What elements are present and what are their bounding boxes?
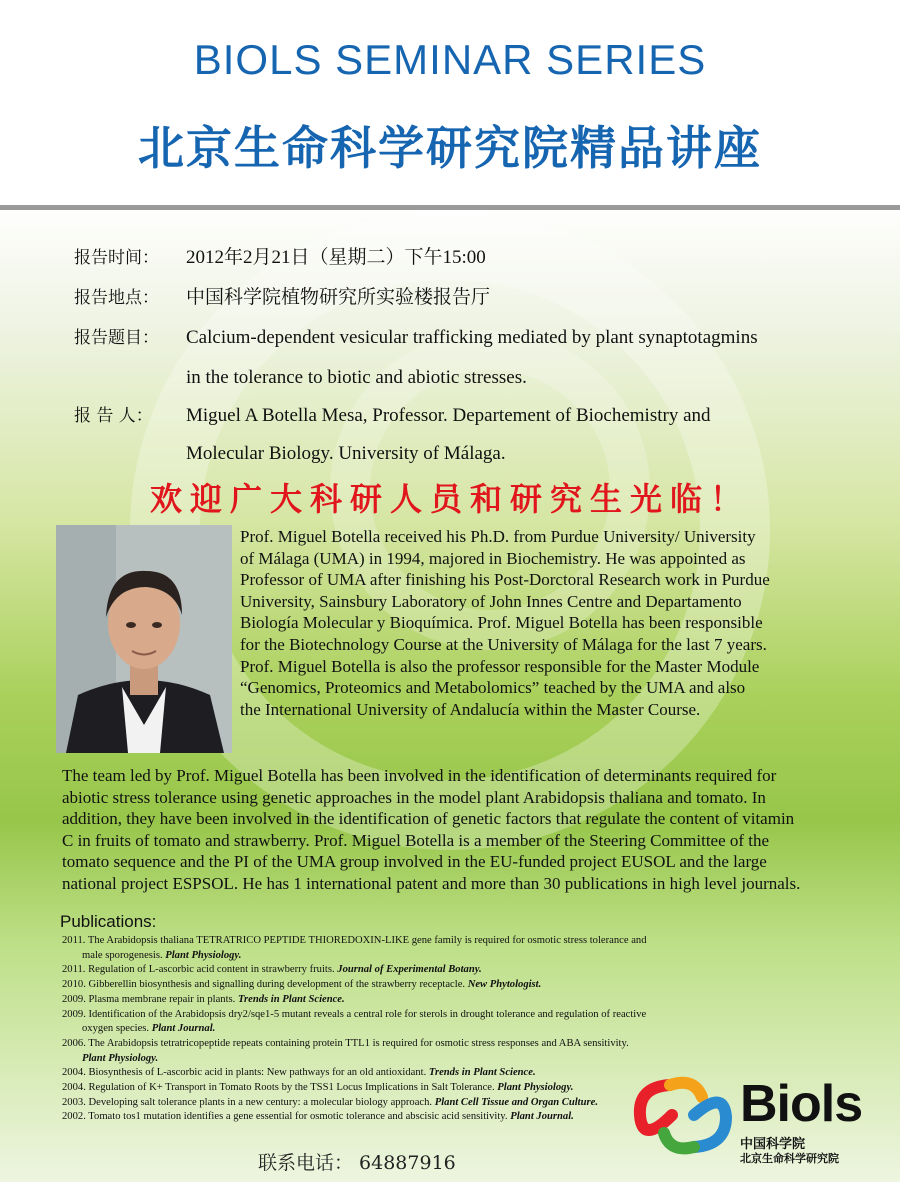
header-divider [0, 205, 900, 210]
bio-line: Biología Molecular y Bioquímica. Prof. Miguel Botella has been responsible [240, 613, 763, 633]
title-english: BIOLS SEMINAR SERIES [193, 36, 707, 83]
publication-item: 2002. Tomato tos1 mutation identifies a gene essential for osmotic tolerance and abscisic acid sensitivity. Plant Journal. [62, 1111, 574, 1123]
bio-line: for the Biotechnology Course at the University of Málaga for the last 7 years. [240, 634, 767, 654]
bio-line: “Genomics, Proteomics and Metabolomics” teached by the UMA and also [240, 678, 746, 698]
info-time-label: 报告时间： [74, 248, 159, 268]
contact-phone: 联系电话： 64887916 [258, 1152, 456, 1174]
title-chinese: 北京生命科学研究院精品讲座 [138, 121, 762, 175]
bio-line: Professor of UMA after finishing his Post-Dorctoral Research work in Purdue [240, 570, 770, 590]
publication-item: Plant Physiology. [82, 1052, 159, 1064]
bio-full-width [62, 765, 892, 895]
info-time-value: 2012年2月21日（星期二）下午15:00 [186, 247, 486, 268]
speaker-photo [56, 525, 232, 753]
bio-line: addition, they have been involved in the identification of genetic factors that regulate the content of vitamin [62, 809, 795, 829]
info-place [74, 286, 491, 310]
publication-item: 2009. Identification of the Arabidopsis dry2/sqe1-5 mutant reveals a central role for sterols in drought tolerance and regulation of reactive [62, 1008, 647, 1020]
info-speaker-label: 报 告 人： [74, 406, 153, 426]
publication-item: 2010. Gibberellin biosynthesis and signalling during development of the strawberry receptacle. New Phytologist. [62, 979, 542, 991]
info-topic-label: 报告题目： [74, 328, 159, 348]
bio-line: the International University of Andalucía within the Master Course. [240, 699, 701, 719]
info-speaker-line-1: Miguel A Botella Mesa, Professor. Departement of Biochemistry and [186, 405, 711, 426]
bio-line: tomato sequence and the PI of the UMA group involved in the EU-funded project EUSOL and the large [62, 852, 767, 872]
bio-line: C in fruits of tomato and strawberry. Prof. Miguel Botella is a member of the Steering Committee of the [62, 830, 770, 850]
bio-line: abiotic stress tolerance using genetic approaches in the model plant Arabidopsis thaliana and tomato. In [62, 787, 766, 807]
publication-item: oxygen species. Plant Journal. [82, 1023, 216, 1035]
publication-item: 2003. Developing salt tolerance plants in a new century: a molecular biology approach. Plant Cell Tissue and Organ Culture. [62, 1096, 598, 1108]
bio-line: The team led by Prof. Miguel Botella has been involved in the identification of determinants required for [62, 766, 777, 785]
info-place-label: 报告地点： [74, 288, 159, 308]
welcome-banner: 欢迎广大科研人员和研究生光临！ [149, 480, 750, 518]
publication-item: 2004. Regulation of K+ Transport in Tomato Roots by the TSS1 Locus Implications in Salt Tolerance. Plant Physiology. [62, 1082, 574, 1094]
info-time [74, 246, 486, 270]
info-place-value: 中国科学院植物研究所实验楼报告厅 [186, 287, 491, 308]
bio-line: Prof. Miguel Botella is also the professor responsible for the Master Module [240, 656, 760, 676]
publication-item: 2009. Plasma membrane repair in plants. Trends in Plant Science. [62, 993, 345, 1005]
biols-logo-text: Biols [740, 1075, 863, 1133]
bio-line: Prof. Miguel Botella received his Ph.D. from Purdue University/ University [240, 527, 756, 546]
publication-item: 2006. The Arabidopsis tetratricopeptide repeats containing protein TTL1 is required for osmotic stress responses and ABA sensitivity. [62, 1037, 629, 1049]
bio-line: of Málaga (UMA) in 1994, majored in Biochemistry. He was appointed as [240, 548, 746, 568]
logo-subtitle-cas: 中国科学院 [740, 1137, 806, 1152]
biols-logo-icon [632, 1075, 732, 1155]
bio-line: national project ESPSOL. He has 1 international patent and more than 30 publications in high level journals. [62, 873, 801, 893]
info-topic [74, 326, 758, 350]
publication-item: 2004. Biosynthesis of L-ascorbic acid in plants: New pathways for an old antioxidant. Trends in Plant Science. [62, 1067, 536, 1079]
bio-beside-photo [240, 526, 880, 720]
logo-subtitle-institute: 北京生命科学研究院 [740, 1152, 839, 1165]
info-topic-line-1: Calcium-dependent vesicular trafficking mediated by plant synaptotagmins [186, 327, 758, 348]
info-topic-line-2: in the tolerance to biotic and abiotic stresses. [186, 367, 527, 388]
publication-item: 2011. Regulation of L-ascorbic acid content in strawberry fruits. Journal of Experimental Botany. [62, 964, 482, 976]
info-speaker-line-2: Molecular Biology. University of Málaga. [186, 443, 506, 464]
info-speaker [74, 404, 711, 428]
publication-item: male sporogenesis. Plant Physiology. [82, 949, 242, 961]
publications-heading: Publications: [60, 912, 157, 931]
bio-line: University, Sainsbury Laboratory of John Innes Centre and Departamento [240, 591, 742, 611]
publication-item: 2011. The Arabidopsis thaliana TETRATRICO PEPTIDE THIOREDOXIN-LIKE gene family is required for osmotic stress tolerance and [62, 935, 647, 946]
